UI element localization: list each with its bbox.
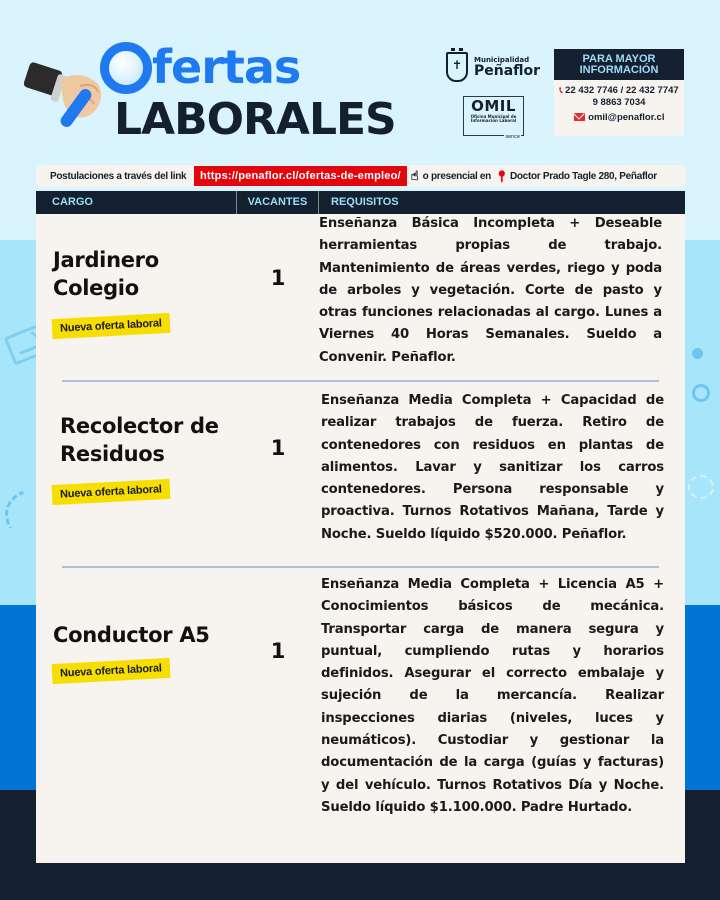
row-divider	[62, 380, 659, 382]
magnifier-icon	[100, 42, 152, 94]
new-offer-badge: Nueva oferta laboral	[52, 658, 171, 684]
municipality-logo	[446, 52, 540, 82]
header-cargo: CARGO	[36, 191, 237, 214]
job-offers-table	[36, 191, 685, 863]
omil-subtitle: Oficina Municipal de Información Laboral	[470, 114, 517, 123]
dot-decoration	[692, 348, 703, 359]
job-requirements: Enseñanza Media Completa + Capacidad de realizar trabajos de fuerza. Retiro de contenedores con residuos en plantas de alimentos. Lavar y sanitizar los carros contenedores. Persona responsable y proactiva. Turnos Rotativos Mañana, Tarde y Noche. Sueldo líquido $520.000. Peñaflor.	[321, 393, 664, 542]
vacancy-count: 1	[270, 639, 286, 663]
phone-icon: 📞︎	[559, 85, 563, 95]
contact-phones[interactable]: 22 432 7746 / 22 432 7747	[565, 85, 679, 96]
map-pin-icon: 📍︎	[494, 170, 509, 183]
contact-email[interactable]: omil@penaflor.cl	[588, 112, 665, 123]
vacancy-count: 1	[270, 436, 286, 460]
job-requirements: Enseñanza Media Completa + Licencia A5 + Conocimientos básicos de mecánica. Transportar carga de manera segura y puntual, cumpliendo rutas y horarios definidos. Asegurar el correcto embalaje y sujeción de la mercancía. Realizar inspecciones diarias (niveles, luces y neumáticos). Custodiar y gestionar la documentación de la carga (guías y facturas) y del vehículo. Turnos Rotativos Día y Noche. Sueldo líquido $1.100.000. Padre Hurtado.	[321, 577, 664, 815]
row-divider	[62, 566, 659, 568]
job-title: Jardinero Colegio	[53, 248, 159, 300]
application-link-bar	[36, 165, 686, 187]
new-offer-badge: Nueva oferta laboral	[52, 313, 171, 339]
dashed-loop-decoration	[688, 475, 714, 499]
municipality-label: Municipalidad	[474, 55, 530, 64]
presencial-label: o presencial en	[422, 170, 491, 182]
job-title: Recolector de Residuos	[60, 414, 219, 466]
table-row	[36, 214, 685, 380]
mail-icon	[574, 113, 585, 121]
ring-decoration	[692, 384, 710, 402]
contact-heading: PARA MAYOR INFORMACIÓN	[554, 49, 684, 80]
crest-icon	[446, 52, 468, 82]
title-ofertas: fertas	[152, 40, 301, 94]
omil-logo	[463, 96, 524, 140]
municipality-name: Peñaflor	[474, 62, 541, 79]
title-laborales: LABORALES	[114, 94, 396, 145]
header-requisitos: REQUISITOS	[331, 196, 399, 208]
link-label: Postulaciones a través del link	[50, 170, 187, 182]
application-link[interactable]: https://penaflor.cl/ofertas-de-empleo/	[194, 166, 407, 186]
omil-title: OMIL	[471, 97, 516, 115]
header-vacantes: VACANTES	[237, 191, 319, 214]
job-title: Conductor A5	[53, 623, 210, 647]
table-header	[36, 191, 685, 214]
contact-mobile[interactable]: 9 8863 7034	[592, 97, 646, 108]
office-address: Doctor Prado Tagle 280, Peñaflor	[509, 170, 657, 182]
job-requirements: Enseñanza Básica Incompleta + Deseable herramientas propias de trabajo. Mantenimiento de áreas verdes, riego y poda de arboles y vegetación. Corte de pasto y otras funciones relacionadas al cargo. Lunes a Viernes 40 Horas Semanales. Sueldo a Convenir. Peñaflor.	[319, 216, 662, 365]
vacancy-count: 1	[270, 266, 286, 290]
pointer-hand-icon: ☝︎	[410, 168, 419, 183]
contact-card	[554, 49, 684, 136]
table-row	[36, 387, 685, 565]
table-row	[36, 569, 685, 863]
new-offer-badge: Nueva oferta laboral	[52, 479, 171, 505]
sence-logo: sence	[505, 134, 520, 140]
